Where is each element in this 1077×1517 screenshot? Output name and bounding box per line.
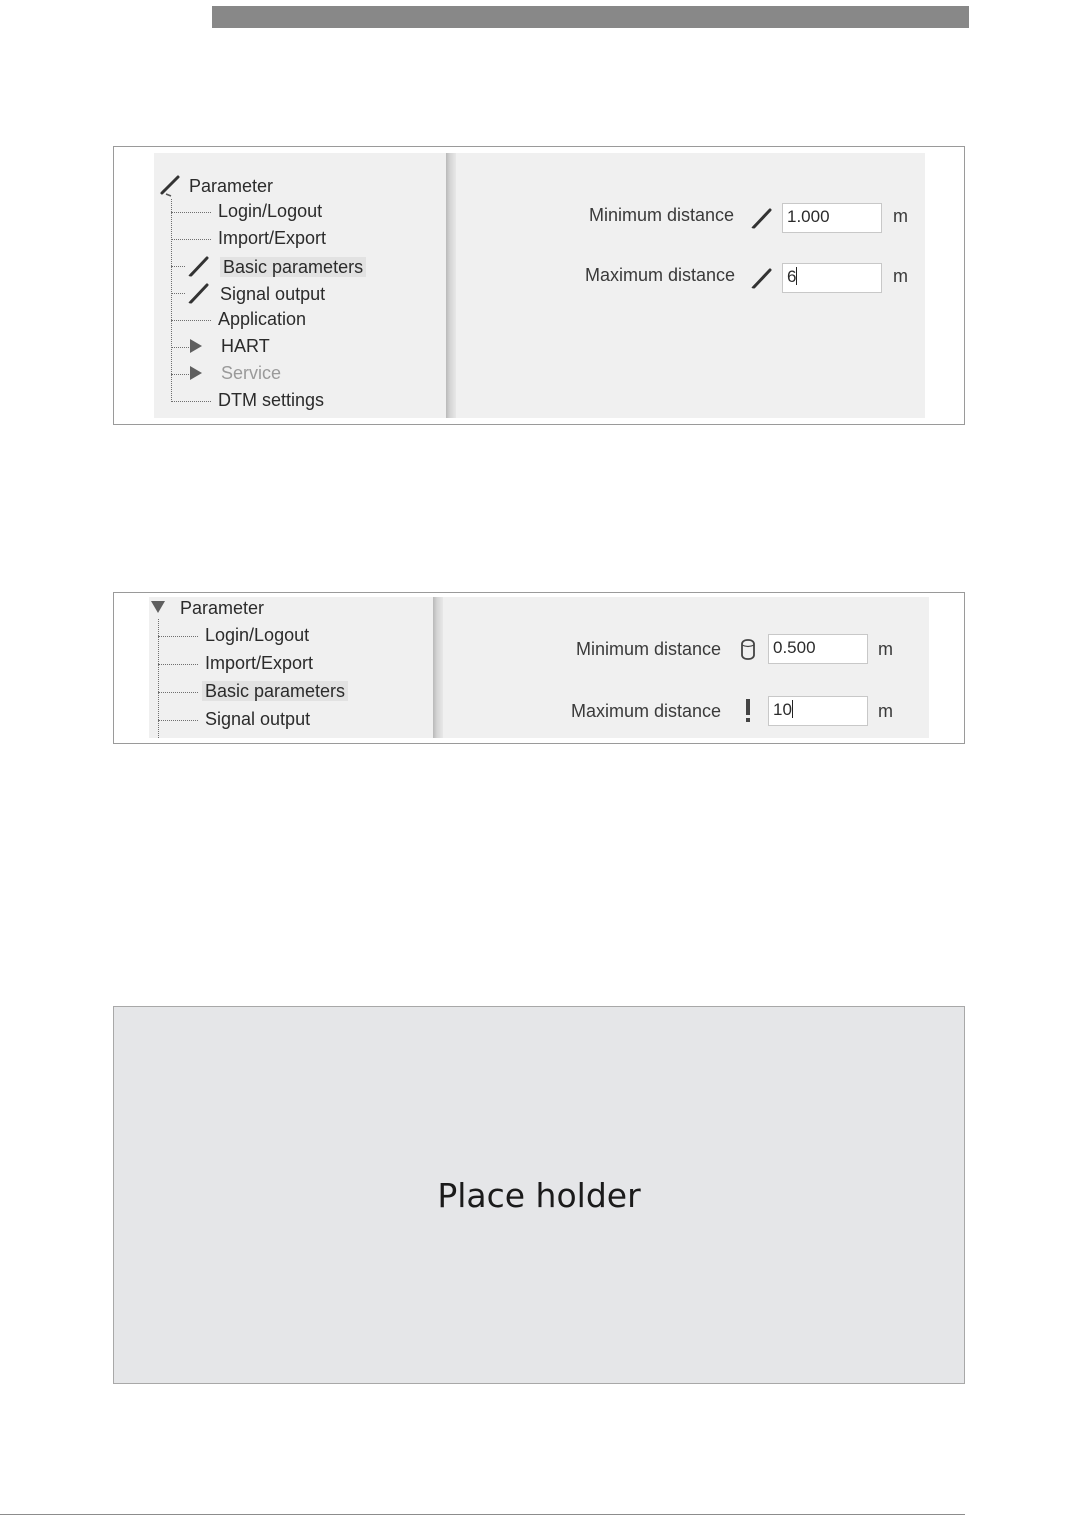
tree-item-import-export[interactable] <box>205 652 313 674</box>
tree-root-parameter[interactable] <box>151 597 264 619</box>
tree-root-parameter[interactable] <box>158 173 273 197</box>
tree-item-label: Signal output <box>220 284 326 304</box>
tree-item-label: Service <box>221 363 282 383</box>
image-placeholder <box>113 1006 965 1384</box>
tree-connector <box>171 347 189 348</box>
expand-arrow-icon[interactable] <box>190 366 202 380</box>
text-caret <box>792 700 793 718</box>
pencil-icon <box>748 205 776 231</box>
tree-item-basic-parameters[interactable] <box>186 254 366 278</box>
navigation-tree <box>149 597 433 738</box>
pencil-icon <box>186 281 212 305</box>
tree-item-label: Login/Logout <box>205 625 310 645</box>
maximum-distance-unit: m <box>878 701 893 721</box>
tree-item-label: Import/Export <box>205 653 314 673</box>
expand-arrow-icon[interactable] <box>190 339 202 353</box>
tree-item-label: Signal output <box>205 709 311 729</box>
tree-item-label: Login/Logout <box>218 201 323 221</box>
exclamation-icon <box>741 697 755 725</box>
tree-item-signal-output[interactable] <box>205 708 310 730</box>
tree-item-label: HART <box>221 336 270 356</box>
cylinder-icon <box>739 637 757 663</box>
tree-item-label: DTM settings <box>218 390 325 410</box>
dtm-window-2 <box>149 597 929 738</box>
minimum-distance-unit: m <box>878 639 893 659</box>
tree-item-login-logout[interactable] <box>218 200 322 222</box>
tree-connector <box>171 199 172 402</box>
splitter[interactable] <box>446 153 456 418</box>
tree-connector <box>171 401 211 402</box>
tree-root-label: Parameter <box>189 176 274 196</box>
tree-connector <box>158 692 198 693</box>
minimum-distance-value: 1.000 <box>787 207 830 226</box>
tree-connector <box>171 293 185 294</box>
tree-item-label: Basic parameters <box>220 257 366 277</box>
tree-item-label: Basic parameters <box>202 681 348 701</box>
tree-root-label: Parameter <box>180 598 265 618</box>
tree-connector <box>158 664 198 665</box>
tree-item-login-logout[interactable] <box>205 624 309 646</box>
maximum-distance-label: Maximum distance <box>571 701 722 721</box>
tree-connector <box>158 636 198 637</box>
minimum-distance-unit: m <box>893 206 908 226</box>
tree-item-hart[interactable] <box>190 335 270 357</box>
tree-item-application[interactable] <box>218 308 306 330</box>
tree-connector <box>171 212 211 213</box>
minimum-distance-input[interactable] <box>768 634 868 664</box>
dtm-window-1 <box>154 153 925 418</box>
tree-item-basic-parameters[interactable] <box>205 680 348 702</box>
header-bar <box>212 6 969 28</box>
pencil-icon <box>158 173 184 197</box>
minimum-distance-label: Minimum distance <box>589 205 735 225</box>
tree-item-dtm-settings[interactable] <box>218 389 324 411</box>
navigation-tree <box>154 153 446 418</box>
maximum-distance-input[interactable] <box>768 696 868 726</box>
maximum-distance-value: 6 <box>787 267 797 286</box>
tree-item-service[interactable] <box>190 362 281 384</box>
placeholder-text: Place holder <box>437 1175 641 1215</box>
parameter-panel <box>456 153 925 418</box>
tree-item-label: Import/Export <box>218 228 327 248</box>
maximum-distance-value: 10 <box>773 700 792 719</box>
splitter[interactable] <box>433 597 443 738</box>
tree-connector <box>171 266 185 267</box>
maximum-distance-input[interactable] <box>782 263 882 293</box>
tree-connector <box>171 374 189 375</box>
tree-connector <box>171 239 211 240</box>
minimum-distance-value: 0.500 <box>773 638 816 657</box>
tree-item-signal-output[interactable] <box>186 281 325 305</box>
maximum-distance-unit: m <box>893 266 908 286</box>
pencil-icon <box>186 254 212 278</box>
parameter-panel <box>443 597 929 738</box>
footer-rule <box>0 1514 965 1515</box>
tree-connector <box>158 720 198 721</box>
text-caret <box>796 267 797 285</box>
maximum-distance-label: Maximum distance <box>585 265 736 285</box>
minimum-distance-input[interactable] <box>782 203 882 233</box>
tree-item-label: Application <box>218 309 307 329</box>
screenshot-frame-2 <box>113 592 965 744</box>
minimum-distance-label: Minimum distance <box>576 639 722 659</box>
collapse-arrow-icon[interactable] <box>151 601 165 613</box>
screenshot-frame-1 <box>113 146 965 425</box>
tree-connector <box>171 320 211 321</box>
tree-item-import-export[interactable] <box>218 227 326 249</box>
pencil-icon <box>748 265 776 291</box>
